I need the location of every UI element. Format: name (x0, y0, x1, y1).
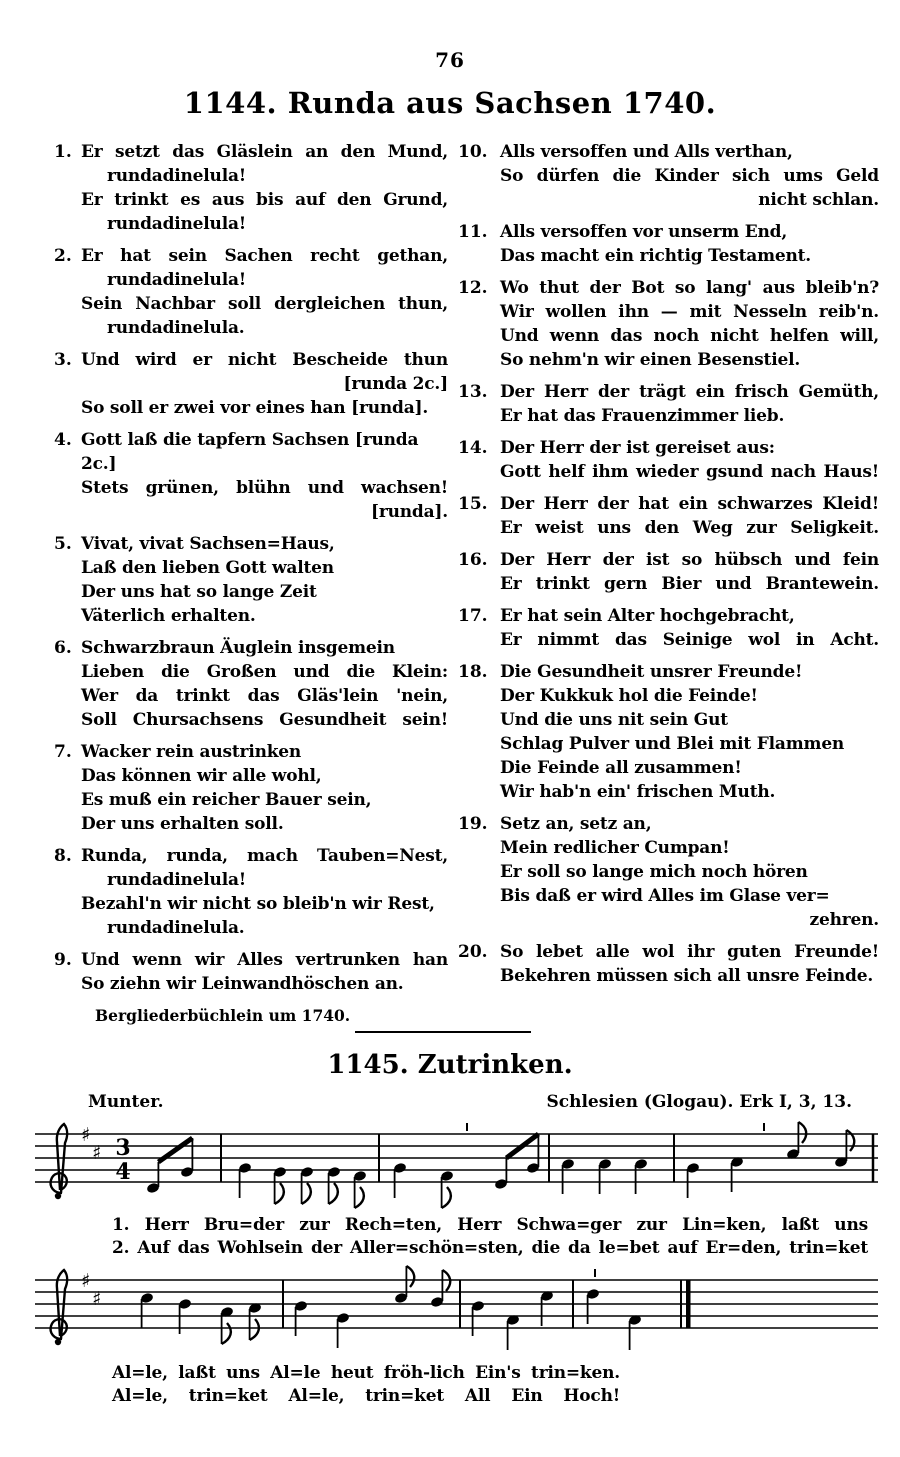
verse-line: rundadinelula. (107, 918, 245, 938)
verse (54, 948, 448, 996)
verse-line: Das können wir alle wohl, (81, 766, 322, 786)
verse-line: Alls versoffen und Alls verthan, (500, 142, 793, 162)
verse-body (500, 140, 879, 212)
verse-line: Laß den lieben Gott walten (81, 558, 334, 578)
verse-body (81, 740, 448, 836)
verse-body (500, 276, 879, 372)
verse-line: Lieben die Großen und die Klein: (81, 662, 448, 682)
verse-line: Soll Chursachsens Gesundheit sein! (81, 710, 448, 730)
verse-number: 20. (458, 942, 488, 962)
verse-line: rundadinelula. (107, 318, 245, 338)
song-1144-source: Bergliederbüchlein um 1740. (95, 1006, 351, 1025)
verse (458, 660, 879, 804)
eighth-flag (846, 1130, 854, 1151)
verse-line: Vivat, vivat Sachsen=Haus, (81, 534, 335, 554)
verse-body (500, 492, 879, 540)
verse-line: Gott laß die tapfern Sachsen [runda 2c.] (81, 430, 419, 474)
staff-2-lyrics (112, 1362, 620, 1408)
verse-line: Er trinkt es aus bis auf den Grund, (81, 190, 448, 210)
sharp-icon: ♯ (81, 1270, 91, 1292)
verse-number: 11. (458, 222, 488, 242)
verse-body (81, 428, 448, 524)
verse-body (81, 244, 448, 340)
verse (458, 140, 879, 212)
verse-line: Mein redlicher Cumpan! (500, 838, 730, 858)
verse-line: Wir wollen ihn — mit Nesseln reib'n. (500, 302, 879, 322)
verse (458, 380, 879, 428)
verse (458, 812, 879, 932)
verse-line: Er nimmt das Seinige wol in Acht. (500, 630, 879, 650)
verse-body (500, 436, 879, 484)
source-row (0, 1004, 900, 1048)
verse-body (81, 948, 448, 996)
eighth-flag (406, 1266, 414, 1287)
verse-number: 3. (54, 350, 72, 370)
song-1144-title: 1144. Runda aus Sachsen 1740. (183, 86, 717, 120)
music-header (0, 1092, 900, 1112)
verse-number: 18. (458, 662, 488, 682)
verse-line: Wacker rein austrinken (81, 742, 302, 762)
verse-line: Bekehren müssen sich all unsre Feinde. (500, 966, 874, 986)
eighth-flag (302, 1183, 311, 1204)
verse-line: zehren. (809, 910, 879, 930)
verse-number: 5. (54, 534, 72, 554)
verse-line: rundadinelula! (107, 270, 247, 290)
verse-body (500, 812, 879, 932)
verse-line: Der Kukkuk hol die Feinde! (500, 686, 758, 706)
verse-number: 1. (54, 142, 72, 162)
sharp-icon: ♯ (92, 1142, 102, 1164)
verse-number: 16. (458, 550, 488, 570)
verse-number: 15. (458, 494, 488, 514)
verse-line: Er hat sein Alter hochgebracht, (500, 606, 795, 626)
verse-line: Wo thut der Bot so lang' aus bleib'n? (500, 278, 879, 298)
verse-column-right (458, 140, 879, 1004)
verse-line: Er soll so lange mich noch hören (500, 862, 808, 882)
lyrics-line-refrain-1: Al=le, laßt uns Al=le heut fröh-lich Ein's trin=ken. (112, 1363, 620, 1383)
time-signature-numerator: 3 (115, 1135, 131, 1161)
verse-line: rundadinelula! (107, 214, 247, 234)
verse-number: 9. (54, 950, 72, 970)
verse-line: Wer da trinkt das Gläs'lein 'nein, (81, 686, 448, 706)
eighth-flag (275, 1183, 284, 1204)
section-divider-rule (355, 1031, 531, 1033)
verse-number: 19. (458, 814, 488, 834)
verse-line: Väterlich erhalten. (81, 606, 256, 626)
verse-line: So dürfen die Kinder sich ums Geld (500, 166, 879, 186)
verse-body (500, 380, 879, 428)
verse-line: Er setzt das Gläslein an den Mund, (81, 142, 448, 162)
eighth-flag (798, 1122, 806, 1143)
verse (458, 940, 879, 988)
song-1145-title: 1145. Zutrinken. (327, 1050, 573, 1080)
verse-line: Und wird er nicht Bescheide thun (81, 350, 448, 370)
source-attribution: Schlesien (Glogau). Erk I, 3, 13. (546, 1092, 852, 1112)
eighth-flag (250, 1319, 259, 1340)
verse-line: Schlag Pulver und Blei mit Flammen (500, 734, 845, 754)
verse (54, 740, 448, 836)
verse-line: Alls versoffen vor unserm End, (500, 222, 788, 242)
verse-body (81, 636, 448, 732)
verse-line: Und wenn das noch nicht helfen will, (500, 326, 879, 346)
verse (54, 244, 448, 340)
verse-line: Bezahl'n wir nicht so bleib'n wir Rest, (81, 894, 435, 914)
verse-line: Und die uns nit sein Gut (500, 710, 728, 730)
lyrics-line-refrain-2: Al=le, trin=ket Al=le, trin=ket All Ein Hoch! (112, 1386, 620, 1406)
verse-line: Schwarzbraun Äuglein insgemein (81, 638, 395, 658)
verse-number: 10. (458, 142, 488, 162)
verse-body (81, 532, 448, 628)
verse-line: Er trinkt gern Bier und Brantewein. (500, 574, 879, 594)
verse (54, 636, 448, 732)
verse-line: Setz an, setz an, (500, 814, 652, 834)
tempo-marking: Munter. (88, 1092, 164, 1112)
verse (458, 220, 879, 268)
verse (54, 140, 448, 236)
verse-line: Die Feinde all zusammen! (500, 758, 742, 778)
verse-line: nicht schlan. (758, 190, 879, 210)
verse-body (81, 844, 448, 940)
staff-1-lyrics (112, 1214, 868, 1260)
verse-body (500, 940, 879, 988)
verse-number: 7. (54, 742, 72, 762)
verse (458, 276, 879, 372)
verse (458, 492, 879, 540)
verse-number: 6. (54, 638, 72, 658)
sharp-icon: ♯ (81, 1124, 91, 1146)
verse-line: Der Herr der ist gereiset aus: (500, 438, 775, 458)
verse-body (81, 348, 448, 420)
verse-line: Die Gesundheit unsrer Freunde! (500, 662, 803, 682)
verse (458, 604, 879, 652)
verse-body (500, 660, 879, 804)
verse-line: [runda 2c.] (343, 374, 448, 394)
eighth-flag (329, 1183, 338, 1204)
verse-column-left (54, 140, 448, 1004)
lyrics-line-verse-2: 2. Auf das Wohlsein der Aller=schön=sten, die da le=bet auf Er=den, trin=ket (112, 1238, 868, 1258)
verse-line: Der Herr der trägt ein frisch Gemüth, (500, 382, 879, 402)
verse (54, 428, 448, 524)
verse (54, 348, 448, 420)
verse-number: 8. (54, 846, 72, 866)
page-number: 76 (435, 48, 465, 72)
verse-number: 13. (458, 382, 488, 402)
verse (54, 532, 448, 628)
verse-line: Bis daß er wird Alles im Glase ver= (500, 886, 830, 906)
verse-line: Er hat sein Sachen recht gethan, (81, 246, 448, 266)
verse-number: 14. (458, 438, 488, 458)
verse-number: 2. (54, 246, 72, 266)
verse-line: Der Herr der ist so hübsch und fein (500, 550, 879, 570)
verse-line: So lebet alle wol ihr guten Freunde! (500, 942, 879, 962)
verse-columns (0, 140, 900, 1004)
lyrics-line-verse-1: 1. Herr Bru=der zur Rech=ten, Herr Schwa=ger zur Lin=ken, laßt uns (112, 1215, 868, 1235)
verse-line: So ziehn wir Leinwandhöschen an. (81, 974, 404, 994)
verse (458, 548, 879, 596)
verse-body (500, 604, 879, 652)
verse-line: Es muß ein reicher Bauer sein, (81, 790, 372, 810)
verse (458, 436, 879, 484)
verse-line: So soll er zwei vor eines han [runda]. (81, 398, 429, 418)
verse-line: Wir hab'n ein' frischen Muth. (500, 782, 776, 802)
verse-line: [runda]. (371, 502, 448, 522)
verse-number: 4. (54, 430, 72, 450)
verse-line: rundadinelula! (107, 166, 247, 186)
verse-body (500, 220, 879, 268)
verse-line: Er weist uns den Weg zur Seligkeit. (500, 518, 879, 538)
eighth-flag (222, 1323, 231, 1344)
verse-line: Der uns erhalten soll. (81, 814, 284, 834)
verse-body (81, 140, 448, 236)
verse-body (500, 548, 879, 596)
verse-line: Sein Nachbar soll dergleichen thun, (81, 294, 448, 314)
eighth-flag (442, 1187, 451, 1208)
time-signature-denominator: 4 (115, 1159, 131, 1185)
verse-line: Er hat das Frauenzimmer lieb. (500, 406, 785, 426)
verse-line: Und wenn wir Alles vertrunken han (81, 950, 448, 970)
verse-line: Das macht ein richtig Testament. (500, 246, 812, 266)
verse-line: Gott helf ihm wieder gsund nach Haus! (500, 462, 879, 482)
verse-line: Der Herr der hat ein schwarzes Kleid! (500, 494, 879, 514)
verse-number: 12. (458, 278, 488, 298)
verse-line: Runda, runda, mach Tauben=Nest, (81, 846, 448, 866)
music-staff-1 (35, 1120, 880, 1212)
verse-line: Stets grünen, blühn und wachsen! (81, 478, 448, 498)
sharp-icon: ♯ (92, 1288, 102, 1310)
verse-line: So nehm'n wir einen Besenstiel. (500, 350, 801, 370)
verse-line: rundadinelula! (107, 870, 247, 890)
eighth-flag (355, 1187, 364, 1208)
music-staff-2 (35, 1266, 880, 1358)
verse (54, 844, 448, 940)
verse-number: 17. (458, 606, 488, 626)
verse-line: Der uns hat so lange Zeit (81, 582, 317, 602)
